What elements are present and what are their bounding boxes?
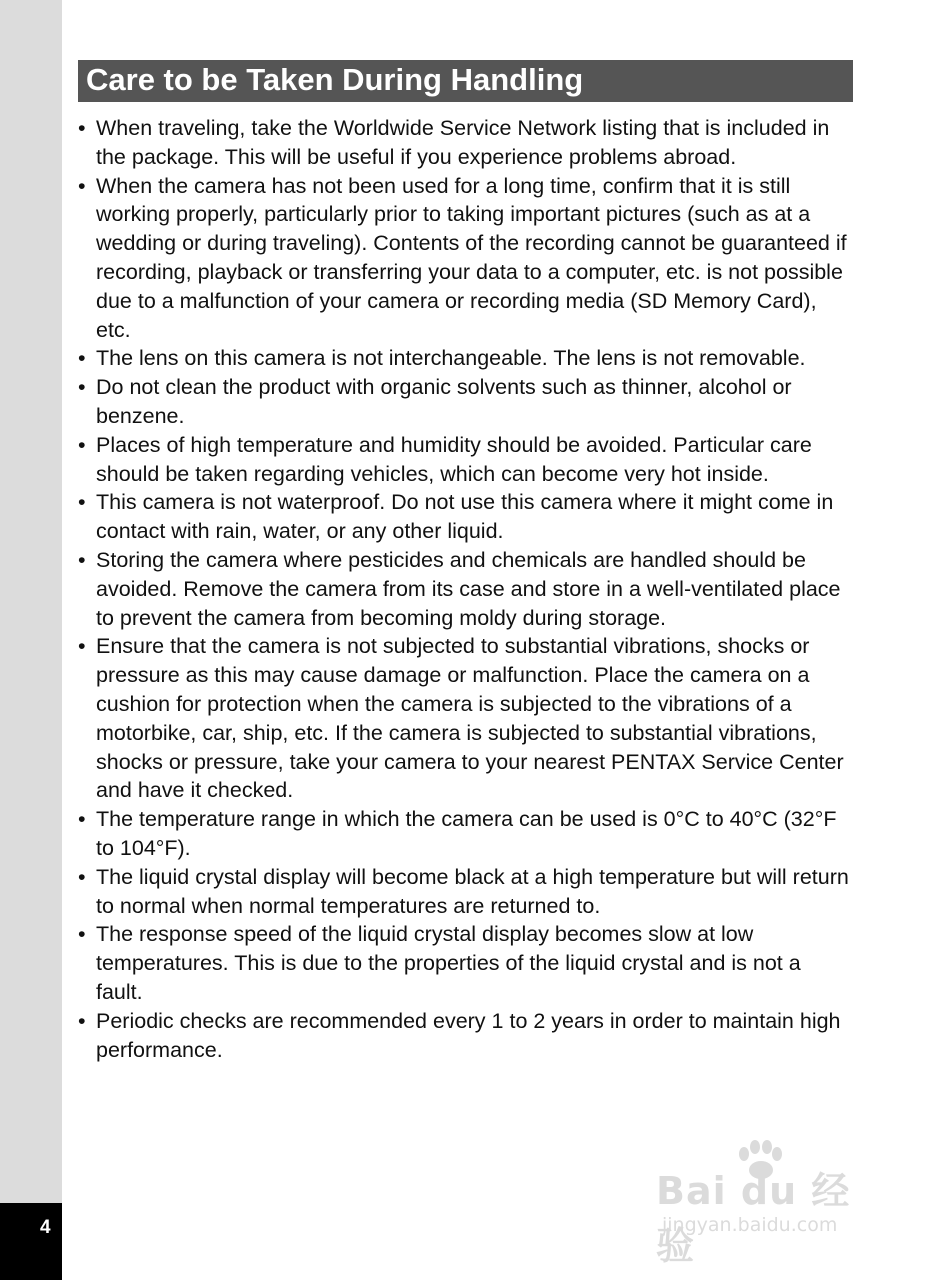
- list-item: [78, 546, 853, 632]
- list-item: [78, 114, 853, 172]
- list-item-text: Ensure that the camera is not subjected to substantial vibrations, shocks or pressure as this may cause damage or malfunction. Place the camera on a cushion for protection when the camera is subjected to the vibrations of a motorbike, car, ship, etc. If the camera is subjected to substantial vibrations, shocks or pressure, take your camera to your nearest PENTAX Service Center and have it checked.: [96, 634, 844, 803]
- list-item-text: The response speed of the liquid crystal display becomes slow at low temperatures. This is due to the properties of the liquid crystal and is not a fault.: [96, 922, 801, 1004]
- watermark-url: jingyan.baidu.com: [662, 1214, 838, 1236]
- page-number: 4: [40, 1217, 51, 1238]
- list-item: [78, 488, 853, 546]
- side-margin-strip: [0, 0, 62, 1280]
- list-item: [78, 344, 853, 373]
- list-item-text: When the camera has not been used for a long time, confirm that it is still working properly, particularly prior to taking important pictures (such as at a wedding or during traveling). Contents of the recording cannot be guaranteed if recording, playback or transferring your data to a computer, etc. is not possible due to a malfunction of your camera or recording media (SD Memory Card), etc.: [96, 173, 847, 342]
- list-item-text: Places of high temperature and humidity should be avoided. Particular care should be taken regarding vehicles, which can become very hot inside.: [96, 432, 812, 486]
- list-item-text: Do not clean the product with organic solvents such as thinner, alcohol or benzene.: [96, 375, 792, 428]
- bullet-icon: •: [78, 375, 86, 400]
- list-item: [78, 373, 853, 431]
- bullet-icon: •: [78, 346, 86, 371]
- list-item: [78, 632, 853, 805]
- list-item: [78, 172, 853, 345]
- handling-precautions-list: [78, 114, 853, 1064]
- page-number-tab: [0, 1203, 62, 1280]
- list-item: [78, 431, 853, 489]
- list-item-text: The lens on this camera is not interchangeable. The lens is not removable.: [96, 346, 806, 371]
- bullet-icon: •: [78, 807, 86, 832]
- bullet-icon: •: [78, 432, 86, 457]
- bullet-icon: •: [78, 116, 86, 140]
- bullet-icon: •: [78, 922, 86, 947]
- bullet-icon: •: [78, 1008, 86, 1033]
- list-item: [78, 920, 853, 1006]
- section-title: Care to be Taken During Handling: [86, 62, 584, 97]
- baidu-watermark: [656, 1140, 886, 1268]
- list-item-text: Periodic checks are recommended every 1 to 2 years in order to maintain high performance.: [96, 1008, 841, 1062]
- list-item-text: When traveling, take the Worldwide Service Network listing that is included in the package. This will be useful if you experience problems abroad.: [96, 116, 830, 169]
- section-title-bar: [78, 60, 853, 102]
- list-item: [78, 863, 853, 921]
- watermark-logo-text: Bai du 经验: [656, 1169, 851, 1268]
- list-item-text: The liquid crystal display will become black at a high temperature but will return to normal when normal temperatures are returned to.: [96, 864, 849, 918]
- list-item: [78, 805, 853, 863]
- bullet-icon: •: [78, 490, 86, 515]
- bullet-icon: •: [78, 547, 86, 572]
- list-item-text: Storing the camera where pesticides and chemicals are handled should be avoided. Remove the camera from its case and store in a well-ventilated place to prevent the camera from becoming moldy during storage.: [96, 547, 841, 630]
- list-item: [78, 1007, 853, 1065]
- bullet-icon: •: [78, 634, 86, 659]
- list-item-text: This camera is not waterproof. Do not use this camera where it might come in contact with rain, water, or any other liquid.: [96, 490, 834, 544]
- bullet-icon: •: [78, 173, 86, 198]
- bullet-icon: •: [78, 864, 86, 889]
- list-item-text: The temperature range in which the camera can be used is 0°C to 40°C (32°F to 104°F).: [96, 807, 837, 860]
